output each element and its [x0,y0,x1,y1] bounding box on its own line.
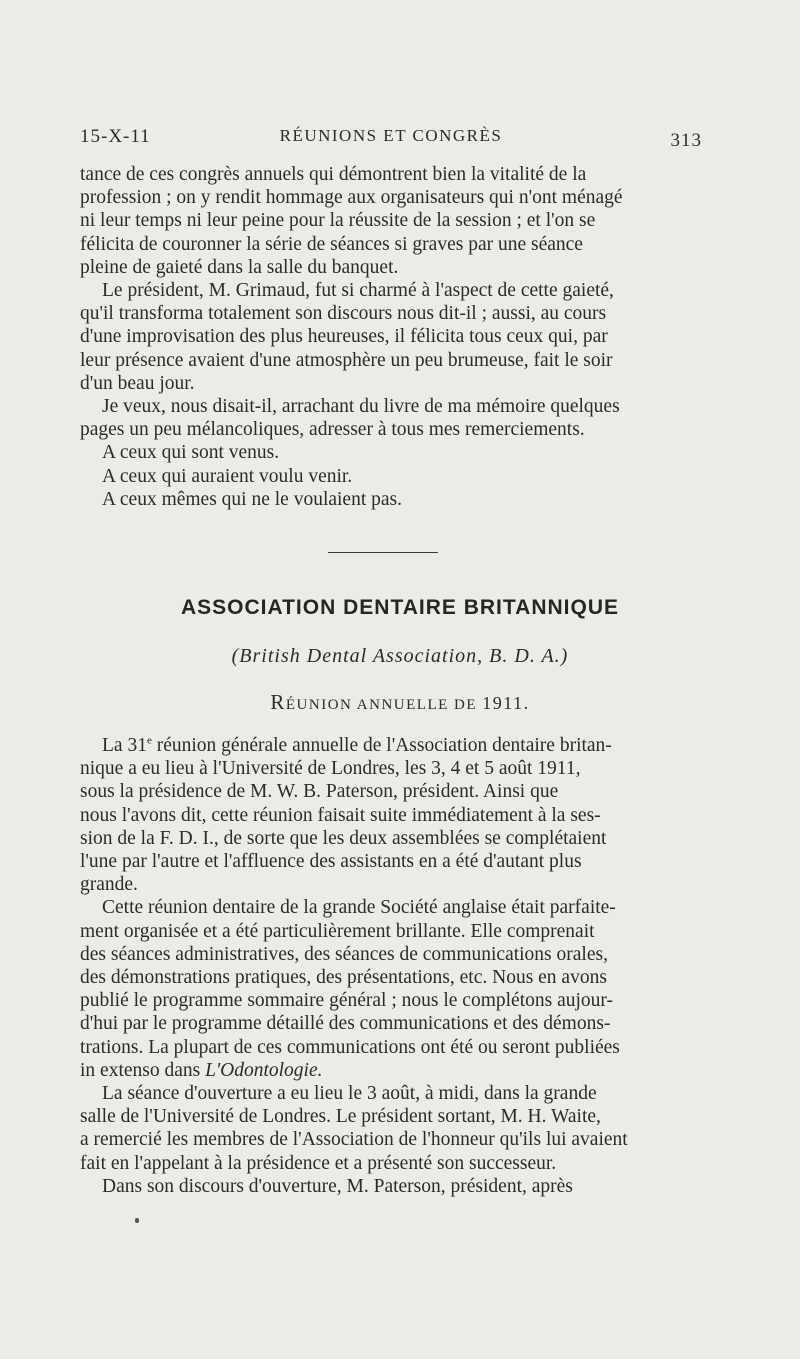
continuation-text [80,163,700,511]
text-line: leur présence avaient d'une atmosphère un peu brumeuse, fait le soir [80,349,613,371]
section-divider [328,552,438,553]
paragraph: A ceux qui sont venus. [102,442,280,464]
meeting-heading [0,690,800,715]
paragraph: A ceux mêmes qui ne le voulaient pas. [102,488,403,510]
header-date: 15-X-11 [80,126,151,147]
text-line: ni leur temps ni leur peine pour la réussite de la session ; et l'on se [80,210,596,232]
text-line: ment organisée et a été particulièrement brillante. Elle comprenait [80,920,595,942]
text-line: d'hui par le programme détaillé des communications et des démons- [80,1013,611,1035]
text-line: d'une improvisation des plus heureuses, il félicita tous ceux qui, par [80,326,608,348]
text-line: nous l'avons dit, cette réunion faisait suite immédiatement à la ses- [80,804,601,826]
text-line: a remercié les membres de l'Association de l'honneur qu'ils lui avaient [80,1129,628,1151]
meeting-initial: R [270,690,286,714]
paragraph [80,734,700,896]
text-line: qu'il transforma totalement son discours nous dit-il ; aussi, au cours [80,303,607,325]
text-line: profession ; on y rendit hommage aux organisateurs qui n'ont ménagé [80,187,623,209]
paragraph: Dans son discours d'ouverture, M. Paterson, président, après [102,1175,573,1197]
text-line: La séance d'ouverture a eu lieu le 3 août, à midi, dans la grande [102,1083,597,1105]
paragraph: A ceux qui auraient voulu venir. [102,465,353,487]
text-line: salle de l'Université de Londres. Le président sortant, M. H. Waite, [80,1106,601,1128]
text-line: Le président, M. Grimaud, fut si charmé à l'aspect de cette gaieté, [102,280,614,302]
ordinal-number: La 31 [102,735,147,756]
text-line: pages un peu mélancoliques, adresser à tous mes remerciements. [80,419,585,441]
text-line: d'un beau jour. [80,372,195,394]
text-fragment: in extenso dans [80,1059,206,1081]
ink-speck [135,1218,139,1223]
paragraph [80,896,700,1082]
text-line: l'une par l'autre et l'affluence des assistants en a été d'autant plus [80,851,582,873]
running-header [80,126,702,152]
text-line [80,1059,700,1082]
text-line: Cette réunion dentaire de la grande Société anglaise était parfaite- [102,897,616,919]
text-line: grande. [80,874,138,896]
text-line: publié le programme sommaire général ; nous le complétons aujour- [80,990,613,1012]
text-line: pleine de gaieté dans la salle du banquet. [80,256,399,278]
text-line [80,734,700,757]
meeting-year: 1911. [482,693,530,713]
journal-title: L'Odontologie. [205,1059,323,1081]
paragraph [80,279,700,395]
article-body [80,734,700,1198]
text-line: félicita de couronner la série de séances si graves par une séance [80,233,583,255]
text-line: nique a eu lieu à l'Université de Londres, les 3, 4 et 5 août 1911, [80,758,581,780]
page-number: 313 [670,130,702,151]
text-line: sion de la F. D. I., de sorte que les deux assemblées se complétaient [80,827,607,849]
text-fragment: réunion générale annuelle de l'Association dentaire britan- [151,735,612,756]
meeting-label: ÉUNION ANNUELLE DE [285,697,483,713]
header-section: RÉUNIONS ET CONGRÈS [279,126,503,145]
paragraph [80,163,700,279]
text-line: des démonstrations pratiques, des présentations, etc. Nous en avons [80,967,607,989]
ordinal-suffix: e [146,734,152,747]
paragraph [80,395,700,441]
text-line: des séances administratives, des séances de communications orales, [80,943,608,965]
text-line: trations. La plupart de ces communications ont été ou seront publiées [80,1036,620,1058]
paragraph [80,1082,700,1175]
text-line: tance de ces congrès annuels qui démontrent bien la vitalité de la [80,164,587,185]
article-subtitle: (British Dental Association, B. D. A.) [231,645,569,667]
text-line: fait en l'appelant à la présidence et a présenté son successeur. [80,1152,557,1174]
text-line: sous la présidence de M. W. B. Paterson, président. Ainsi que [80,781,559,803]
article-title: ASSOCIATION DENTAIRE BRITANNIQUE [180,596,619,619]
text-line: Je veux, nous disait-il, arrachant du livre de ma mémoire quelques [102,396,620,418]
